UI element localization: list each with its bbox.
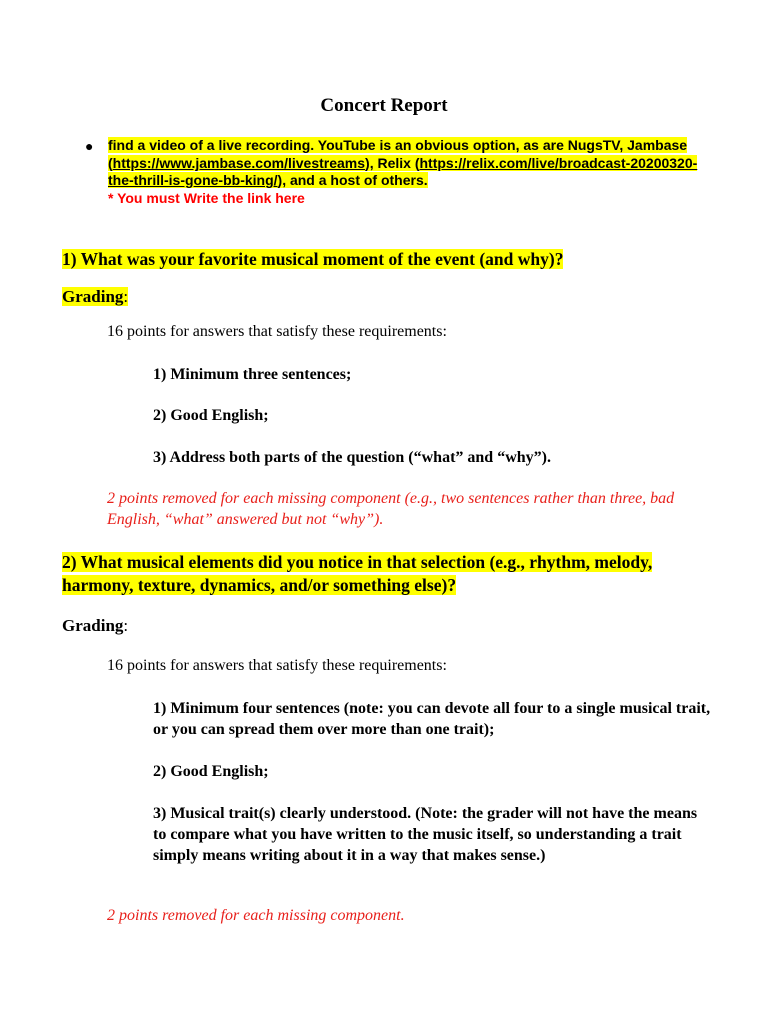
requirement-1-1: 1) Minimum three sentences; <box>153 366 352 383</box>
question-2 <box>62 551 712 597</box>
grading-heading-2 <box>62 615 128 637</box>
jambase-link[interactable]: https://www.jambase.com/livestreams <box>112 154 366 171</box>
grading-label-2: Grading: <box>62 616 129 635</box>
requirement-1-3: 3) Address both parts of the question (“what” and “why”). <box>153 449 551 466</box>
instruction-text-part-1: find a video of a live recording. YouTube is an obvious option, as are NugsTV, Jambase ( <box>108 137 688 171</box>
instruction-text <box>108 137 718 208</box>
requirement-1-2: 2) Good English; <box>153 407 269 424</box>
requirement-2-2: 2) Good English; <box>153 763 269 780</box>
relix-link[interactable]: https://relix.com/live/broadcast-20200320-the-thrill-is-gone-bb-king/ <box>108 154 698 189</box>
requirement-2-3: 3) Musical trait(s) clearly understood. (Note: the grader will not have the means to compare what you have written to the music itself, so understanding a trait simply means writing about it in a way that makes sense.) <box>153 805 698 864</box>
points-statement-1: 16 points for answers that satisfy these requirements: <box>107 323 447 340</box>
requirement-2-1: 1) Minimum four sentences (note: you can devote all four to a single musical trait, or you can spread them over more than one trait); <box>153 700 711 738</box>
document-title: Concert Report <box>320 95 448 116</box>
question-2-text: 2) What musical elements did you notice in that selection (e.g., rhythm, melody, harmony, texture, dynamics, and/or something else)? <box>62 552 653 595</box>
grading-label-1: Grading: <box>62 287 129 306</box>
points-statement-2: 16 points for answers that satisfy these requirements: <box>107 657 447 674</box>
grading-heading-1 <box>62 286 128 308</box>
question-1 <box>62 248 712 271</box>
penalty-note-2: 2 points removed for each missing component. <box>107 907 405 924</box>
penalty-note-1: 2 points removed for each missing component (e.g., two sentences rather than three, bad English, “what” answered but not “why”). <box>107 490 675 528</box>
instruction-text-part-2: ), Relix ( <box>365 154 420 171</box>
bullet-dot-icon: ● <box>85 138 94 154</box>
instruction-bullet <box>85 137 718 208</box>
instruction-text-part-3: ), and a host of others. <box>277 172 428 189</box>
link-required-note: * You must Write the link here <box>108 190 305 207</box>
question-1-text: 1) What was your favorite musical moment of the event (and why)? <box>62 249 564 269</box>
